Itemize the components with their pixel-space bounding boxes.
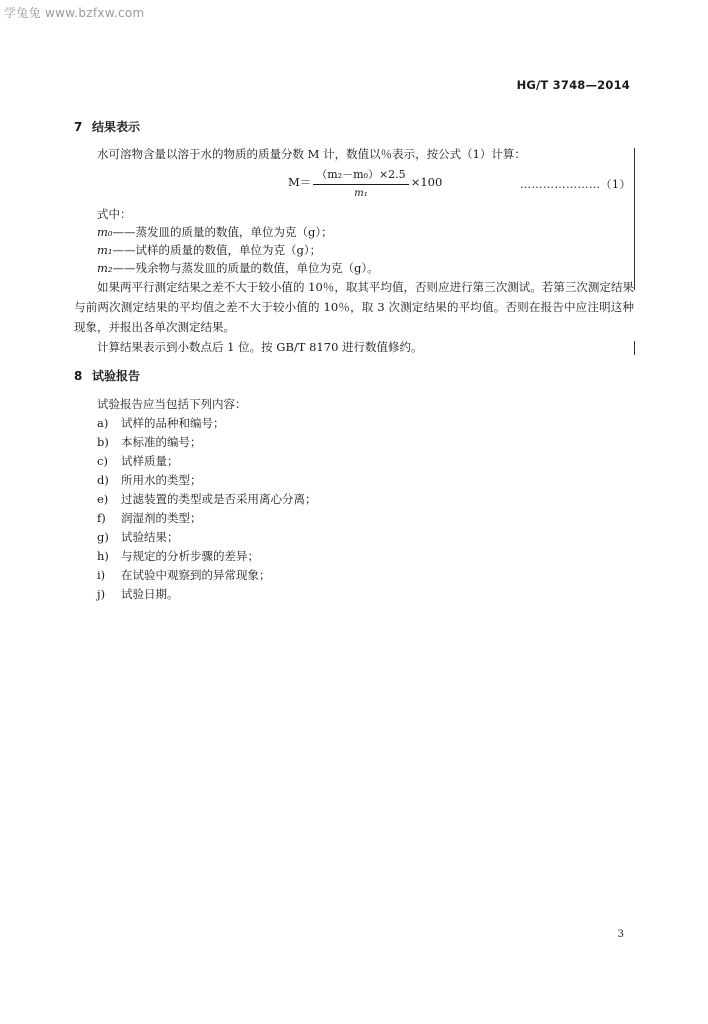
variable-description: ——蒸发皿的质量的数值，单位为克（g）； [112,225,333,239]
repeatability-paragraph: 如果两平行测定结果之差不大于较小值的 10％，取其平均值，否则应进行第三次测试。若第三次测定结果与前两次测定结果的平均值之差不大于较小值的 10％，取 3 次测定结果的平均值。否则在报告中应注明这种现象，并报出各单次测定结果。 [74,280,634,334]
section-7-intro: 水可溶物含量以溶于水的物质的质量分数 M 计，数值以％表示，按公式（1）计算： [97,147,526,161]
list-item [97,510,202,526]
list-text: 与规定的分析步骤的差异； [121,549,259,563]
formula-numerator: （m₂－m₀）×2.5 [313,166,408,185]
list-label: h) [97,549,109,563]
section-8-intro: 试验报告应当包括下列内容： [97,397,247,411]
variable-symbol: m₀ [97,225,113,239]
formula-fraction [313,166,408,199]
variable-description: ——残余物与蒸发皿的质量的数值，单位为克（g）。 [112,261,379,275]
formula-lhs: M＝ [288,175,312,189]
variable-symbol: m₂ [97,261,113,275]
list-item [97,415,225,431]
variable-symbol: m₁ [97,243,113,257]
section-7-title: 结果表示 [92,120,141,134]
section-7-heading [74,118,140,135]
list-item [97,529,179,545]
list-item [97,472,202,488]
list-item [97,548,259,564]
formula-equation-number: …………………（1） [520,178,631,191]
list-item [97,453,179,469]
variable-description: ——试样的质量的数值，单位为克（g）； [112,243,322,257]
where-label: 式中： [97,207,132,221]
list-text: 所用水的类型； [121,473,202,487]
list-text: 本标准的编号； [121,435,202,449]
list-label: g) [97,530,109,544]
list-label: i) [97,568,106,582]
section-7-number: 7 [74,120,83,134]
list-text: 过滤装置的类型或是否采用离心分离； [121,492,317,506]
list-text: 试样的品种和编号； [121,416,225,430]
variable-m2 [97,260,379,276]
list-label: b) [97,435,109,449]
standard-number: HG/T 3748—2014 [516,78,630,92]
list-text: 试样质量； [121,454,179,468]
list-label: d) [97,473,109,487]
formula-denominator: m₁ [354,187,368,199]
list-label: c) [97,454,108,468]
change-bar [634,341,635,355]
section-8-number: 8 [74,369,83,383]
list-item [97,586,179,602]
list-label: j) [97,587,106,601]
list-label: f) [97,511,106,525]
list-label: a) [97,416,109,430]
list-label: e) [97,492,109,506]
list-item [97,491,317,507]
section-8-title: 试验报告 [92,369,141,383]
page-number: 3 [617,929,624,940]
change-bar [634,148,635,290]
variable-m1 [97,242,321,258]
list-text: 试验日期。 [121,587,179,601]
list-text: 润湿剂的类型； [121,511,202,525]
watermark: 学兔兔 www.bzfxw.com [4,6,145,20]
list-item [97,567,271,583]
variable-m0 [97,224,333,240]
list-text: 试验结果； [121,530,179,544]
formula-tail: ×100 [410,175,443,189]
section-8-heading [74,367,140,384]
formula-1 [288,166,442,198]
list-text: 在试验中观察到的异常现象； [121,568,271,582]
list-item [97,434,202,450]
rounding-paragraph: 计算结果表示到小数点后 1 位。按 GB/T 8170 进行数值修约。 [97,340,423,354]
